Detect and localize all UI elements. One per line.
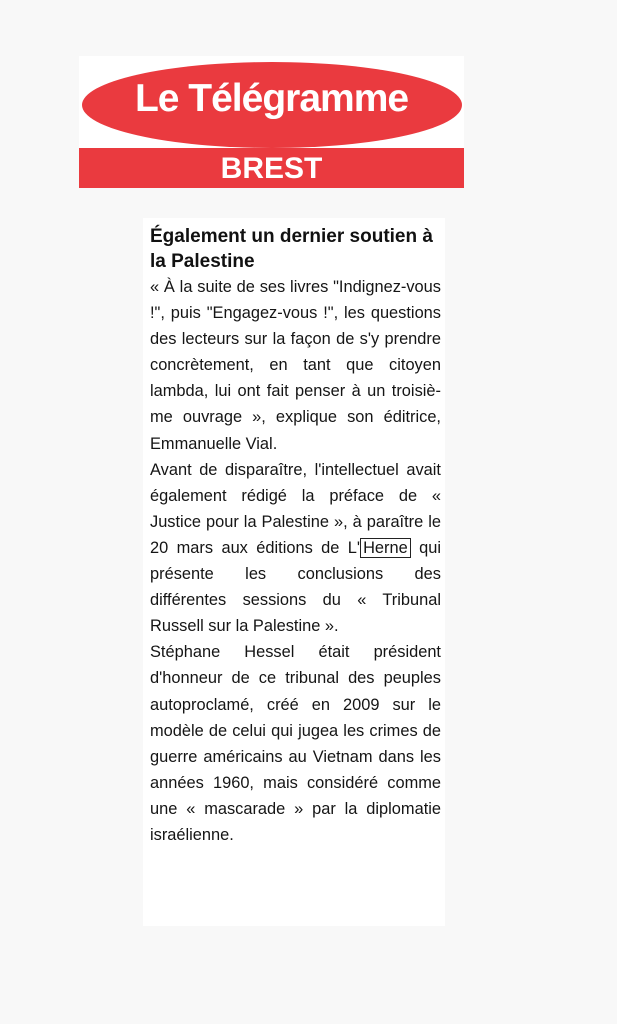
article-headline: Également un dernier soutien à la Palestine [150,226,433,272]
paragraph-text: « À la suite de ses livres "Indignez-vous !", puis "Engagez-vous !", les questions des lecteurs sur la façon de s'y prendre concrètement, en tant que citoyen lambda, lui ont fait penser à un troisième ouvrage », explique son éditrice, Emmanuelle Vial. [150,278,441,453]
article-paragraph [150,457,441,640]
newspaper-logo: Le Télégramme [134,77,409,120]
paragraph-text: Stéphane Hessel était président d'honneur de ce tribunal des peuples autoproclamé, créé en 2009 sur le modèle de celui qui jugea les crimes de guerre américains au Vietnam dans les années 1960, mais considéré comme une « mascarade » par la diplomatie israélienne. [150,643,441,844]
paragraph-text: qui présente les conclusions des différentes sessions du « Tribunal Russell sur la Palestine ». [150,538,441,636]
paragraph-text: Avant de disparaître, l'intellectuel avait également rédigé la préface de « Justice pour la Palestine », à paraître le 20 mars aux éditions de L' [150,460,441,557]
highlighted-word: Herne [360,538,411,558]
edition-band: BREST [79,148,464,188]
article-paragraph [150,639,441,848]
article-paragraph [150,274,441,457]
article-clipping [143,218,445,926]
newspaper-masthead [79,56,464,188]
